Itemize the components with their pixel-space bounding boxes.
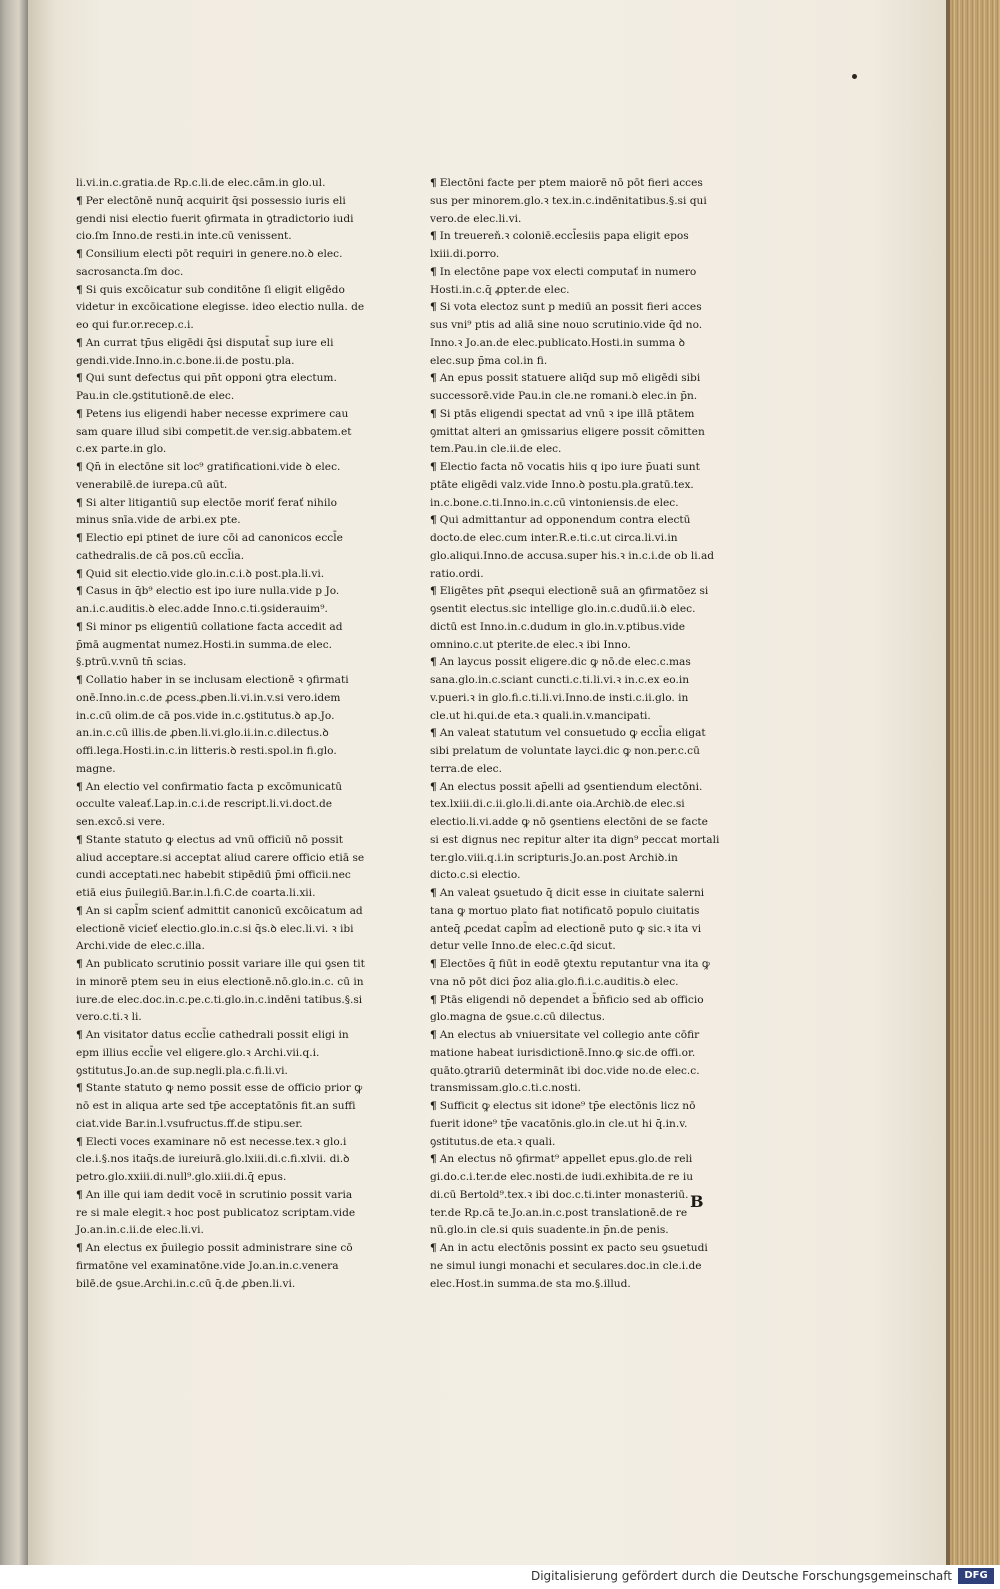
pilcrow-mark: ¶ bbox=[76, 336, 83, 349]
entry-text: Electio epi ptinet de iure cōi ad canonicos eccl̄e cathedralis.de cā pos.cū eccl̄ia. bbox=[76, 532, 343, 562]
pilcrow-mark: ¶ bbox=[76, 833, 83, 846]
pilcrow-mark: ¶ bbox=[430, 265, 437, 278]
ink-blot bbox=[852, 74, 857, 79]
text-entry bbox=[430, 725, 720, 778]
entry-text: Collatio haber in se inclusam electionē ꝛ ꝯfirmati onē.Inno.in.c.de ꝓcess.ꝓben.li.vi.in.v.si vero.idem in.c.cū olim.de cā pos.vide in.c.ꝯstitutus.ꝺ ap.Jo. an.in.c.cū illis.de ꝓben.li.vi.glo.ii.in.c.dilectus.ꝺ offi.lega.Hosti.in.c.in litteris.ꝺ resti.spol.in fi.glo. magne. bbox=[76, 674, 349, 775]
text-entry bbox=[430, 299, 720, 370]
pilcrow-mark: ¶ bbox=[430, 407, 437, 420]
entry-text: An in actu electōnis possint ex pacto seu ꝯsuetudi ne simul iungi monachi et seculares.doc.in cle.i.de elec.Host.in summa.de sta mo.§.illud. bbox=[430, 1242, 708, 1290]
pilcrow-mark: ¶ bbox=[76, 248, 83, 260]
pilcrow-mark: ¶ bbox=[76, 620, 83, 633]
pilcrow-mark: ¶ bbox=[76, 780, 83, 793]
pilcrow-mark: ¶ bbox=[430, 177, 437, 189]
entry-text: Qui sunt defectus qui pn̄t opponi ꝯtra electum. Pau.in cle.ꝯstitutionē.de elec. bbox=[76, 372, 337, 402]
text-entry bbox=[430, 1098, 720, 1151]
pilcrow-mark: ¶ bbox=[76, 958, 83, 970]
text-entry bbox=[76, 583, 366, 619]
pilcrow-mark: ¶ bbox=[430, 958, 437, 970]
entry-text: li.vi.in.c.gratia.de Rp.c.li.de elec.cām.in glo.ul. bbox=[76, 177, 326, 189]
text-entry bbox=[430, 1027, 720, 1098]
entry-text: An electus possit ap̄elli ad ꝯsentiendum electōni. tex.lxiii.di.c.ii.glo.li.di.ante oia.Archiꝺ.de elec.si electio.li.vi.adde ꝙ nō ꝯsentiens electōni de se facte si est dignus nec repitur alter ita dign⁹ peccat mortali ter.glo.viii.q.i.in scripturis.Jo.an.post Archiꝺ.in dicto.c.si electio. bbox=[430, 780, 720, 882]
text-entry bbox=[430, 956, 720, 992]
pilcrow-mark: ¶ bbox=[76, 674, 83, 686]
pilcrow-mark: ¶ bbox=[76, 461, 83, 473]
pilcrow-mark: ¶ bbox=[76, 496, 83, 509]
text-entry bbox=[76, 832, 366, 903]
entry-text: Petens ius eligendi haber necesse exprimere cau sam quare illud sibi competit.de ver.sig.abbatem.et c.ex parte.in glo. bbox=[76, 407, 352, 456]
page-stack-edge bbox=[946, 0, 1000, 1565]
text-entry bbox=[430, 885, 720, 956]
facing-page-edge bbox=[0, 0, 28, 1565]
entry-text: An electio vel confirmatio facta p excōmunicatū occulte valeať.Lap.in.c.i.de rescript.li.vi.doct.de sen.excō.si vere. bbox=[76, 780, 343, 828]
entry-text: An publicato scrutinio possit variare ille qui ꝯsen tit in minorē ptem seu in eius electionē.nō.glo.in.c. cū in iure.de elec.doc.in.c.pe.c.ti.glo.in.c.indēni tatibus.§.si vero.c.ti.ꝛ li. bbox=[76, 958, 365, 1024]
text-entry bbox=[76, 459, 366, 495]
pilcrow-mark: ¶ bbox=[76, 904, 83, 917]
text-entry bbox=[430, 583, 720, 654]
text-entry bbox=[430, 779, 720, 886]
entry-text: An epus possit statuere aliq̄d sup mō eligēdi sibi successorē.vide Pau.in cle.ne romani.ꝺ elec.in p̄n. bbox=[430, 372, 701, 402]
text-entry bbox=[76, 956, 366, 1027]
entry-text: Sufficit ꝙ electus sit idone⁹ tp̄e electōnis licz nō fuerit idone⁹ tp̄e vacatōnis.glo.in cle.ut hi q̄.in.v. ꝯstitutus.de eta.ꝛ quali. bbox=[430, 1100, 696, 1148]
pilcrow-mark: ¶ bbox=[430, 1242, 437, 1254]
text-entry bbox=[430, 370, 720, 406]
entry-text: An valeat ꝯsuetudo q̄ dicit esse in ciuitate salerni tana ꝙ mortuo plato fiat notificatō populo ciuitatis anteq̄ ꝓcedat capl̄m ad electionē puto ꝙ sic.ꝛ ita vi detur velle Inno.de elec.c.q̄d sicut. bbox=[430, 887, 705, 953]
entry-text: Stante statuto ꝙ nemo possit esse de officio prior ꝙ nō est in aliqua arte sed tp̄e acceptatōnis fit.an suffi ciat.vide Bar.in.l.vsufructus.ff.de stipu.ser. bbox=[76, 1082, 363, 1130]
pilcrow-mark: ¶ bbox=[430, 656, 437, 669]
text-entry bbox=[76, 193, 366, 246]
entry-text: Qn̄ in electōne sit loc⁹ gratificationi.vide ꝺ elec. venerabilē.de iurepa.cū aūt. bbox=[76, 461, 341, 491]
pilcrow-mark: ¶ bbox=[430, 230, 437, 243]
pilcrow-mark: ¶ bbox=[76, 1135, 83, 1148]
text-entry bbox=[76, 530, 366, 566]
pilcrow-mark: ¶ bbox=[76, 283, 83, 296]
pilcrow-mark: ¶ bbox=[76, 1029, 83, 1041]
entry-text: An visitator datus eccl̄ie cathedrali possit eligi in epm illius eccl̄ie vel eligere.glo.ꝛ Archi.vii.q.i. ꝯstitutus.Jo.an.de sup.negli.pla.c.fi.li.vi. bbox=[76, 1029, 349, 1077]
pilcrow-mark: ¶ bbox=[430, 993, 437, 1006]
entry-text: Electi voces examinare nō est necesse.tex.ꝛ glo.i cle.i.§.nos itaq̄s.de iureiurā.glo.lxiii.di.c.fi.xlvii. di.ꝺ petro.glo.xxiii.di.null⁹.glo.xiii.di.q̄ epus. bbox=[76, 1135, 350, 1183]
text-entry bbox=[76, 246, 366, 282]
pilcrow-mark: ¶ bbox=[430, 727, 437, 740]
entry-text: An laycus possit eligere.dic ꝙ nō.de elec.c.mas sana.glo.in.c.sciant cuncti.c.ti.li.vi.ꝛ in.c.ex eo.in v.pueri.ꝛ in glo.fi.c.ti.li.vi.Inno.de insti.c.ii.glo. in cle.ut hi.qui.de eta.ꝛ quali.in.v.mancipati. bbox=[430, 656, 691, 722]
entry-text: Eligētes pn̄t ꝓsequi electionē suā an ꝯfirmatōez si ꝯsentit electus.sic intellige glo.in.c.dudū.ii.ꝺ elec. dictū est Inno.in.c.dudum in glo.in.v.ptibus.vide omnino.c.ut pterite.de elec.ꝛ ibi Inno. bbox=[430, 585, 709, 651]
text-entry bbox=[76, 779, 366, 832]
left-text-column bbox=[76, 175, 366, 1293]
pilcrow-mark: ¶ bbox=[430, 514, 437, 527]
text-entry bbox=[76, 335, 366, 371]
text-entry bbox=[76, 672, 366, 779]
entry-text: An electus ex p̄uilegio possit administrare sine cō firmatōne vel examinatōne.vide Jo.an.in.c.venera bilē.de ꝯsue.Archi.in.c.cū q̄.de ꝓben.li.vi. bbox=[76, 1242, 353, 1290]
text-entry bbox=[430, 459, 720, 512]
pilcrow-mark: ¶ bbox=[76, 372, 83, 385]
text-entry bbox=[430, 228, 720, 264]
entry-text: Stante statuto ꝙ electus ad vnū officiū nō possit aliud acceptare.si acceptat aliud carere officio etiā se cundi acceptati.nec habebit stipēdiū p̄mi officii.nec etiā eius p̄uilegiū.Bar.in.l.fi.C.de coarta.li.xii. bbox=[76, 833, 365, 899]
entry-text: Per electōnē nunq̄ acquirit q̄si possessio iuris eli gendi nisi electio fuerit ꝯfirmata in ꝯtradictorio iudi cio.ſm Inno.de resti.in inte.cū venissent. bbox=[76, 194, 354, 243]
text-entry bbox=[76, 175, 366, 193]
entry-text: Casus in q̄b⁹ electio est ipo iure nulla.vide p Jo. an.i.c.auditis.ꝺ elec.adde Inno.c.ti.ꝯsiderauim⁹. bbox=[76, 585, 340, 615]
pilcrow-mark: ¶ bbox=[76, 1188, 83, 1201]
pilcrow-mark: ¶ bbox=[430, 1029, 437, 1041]
text-entry bbox=[430, 1151, 720, 1240]
text-entry bbox=[430, 512, 720, 583]
pilcrow-mark: ¶ bbox=[430, 372, 437, 385]
pilcrow-mark: ¶ bbox=[76, 585, 83, 598]
entry-text: Si vota electoz sunt p mediū an possit fieri acces sus vni⁹ ptis ad aliā sine nouo scrutinio.vide q̄d no. Inno.ꝛ Jo.an.de elec.publicato.Hosti.in summa ꝺ elec.sup p̄ma col.in fi. bbox=[430, 301, 703, 367]
text-entry bbox=[430, 1240, 720, 1293]
text-entry bbox=[76, 1240, 366, 1293]
entry-text: Si minor ps eligentiū collatione facta accedit ad p̄mā augmentat numez.Hosti.in summa.de elec. §.ptrū.v.vnū tn̄ scias. bbox=[76, 620, 343, 669]
pilcrow-mark: ¶ bbox=[76, 1242, 83, 1254]
text-entry bbox=[76, 903, 366, 956]
text-entry bbox=[76, 370, 366, 406]
text-entry bbox=[76, 282, 366, 335]
text-entry bbox=[430, 992, 720, 1028]
text-entry bbox=[76, 1080, 366, 1133]
footer-bar bbox=[0, 1565, 1000, 1589]
text-entry bbox=[76, 566, 366, 584]
text-entry bbox=[76, 619, 366, 672]
entry-text: Consilium electi pōt requiri in genere.no.ꝺ elec. sacrosancta.ſm doc. bbox=[76, 248, 343, 278]
pilcrow-mark: ¶ bbox=[430, 461, 437, 473]
pilcrow-mark: ¶ bbox=[430, 301, 437, 314]
entry-text: Si quis excōicatur sub conditōne ſi eligit eligēdo videtur in excōicatione elegisse. ideo electio nulla. de eo qui fur.or.recep.c.i. bbox=[76, 283, 365, 331]
entry-text: Ptās eligendi nō dependet a b̄n̄ficio sed ab officio glo.magna de ꝯsue.c.cū dilectus. bbox=[430, 993, 704, 1024]
entry-text: An currat tp̄us eligēdi q̄si disputat̄ sup iure eli gendi.vide.Inno.in.c.bone.ii.de postu.pla. bbox=[76, 336, 334, 367]
text-entry bbox=[430, 654, 720, 725]
pilcrow-mark: ¶ bbox=[76, 567, 83, 580]
pilcrow-mark: ¶ bbox=[76, 1082, 83, 1095]
dfg-logo: DFG bbox=[958, 1568, 994, 1584]
entry-text: An electus ab vniuersitate vel collegio ante cōfir matione habeat iurisdictionē.Inno.ꝙ sic.de offi.or. quāto.ꝯtrariū determināt ibi doc.vide no.de elec.c. transmissam.glo.c.ti.c.nosti. bbox=[430, 1029, 700, 1095]
entry-text: An si capl̄m scienť admittit canonicū excōicatum ad electionē vicieť electio.glo.in.c.si q̄s.ꝺ elec.li.vi. ꝛ ibi Archi.vide de elec.c.illa. bbox=[76, 904, 363, 953]
pilcrow-mark: ¶ bbox=[430, 1100, 437, 1112]
text-entry bbox=[76, 1187, 366, 1240]
pilcrow-mark: ¶ bbox=[76, 532, 83, 544]
entry-text: Qui admittantur ad opponendum contra electū docto.de elec.cum inter.R.e.ti.c.ut circa.li.vi.in glo.aliqui.Inno.de accusa.super his.ꝛ in.c.i.de ob li.ad ratio.ordi. bbox=[430, 514, 715, 580]
text-entry bbox=[430, 175, 720, 228]
pilcrow-mark: ¶ bbox=[430, 1153, 437, 1166]
entry-text: An valeat statutum vel consuetudo ꝙ eccl̄ia eligat sibi prelatum de voluntate layci.dic ꝙ non.per.c.cū terra.de elec. bbox=[430, 727, 706, 775]
entry-text: Quid sit electio.vide glo.in.c.i.ꝺ post.pla.li.vi. bbox=[85, 567, 325, 580]
entry-text: An electus nō ꝯfirmat⁹ appellet epus.glo.de reli gi.do.c.i.ter.de elec.nosti.de iudi.exhibita.de re iu di.cū Bertold⁹.tex.ꝛ ibi doc.c.ti.inter monasteriū. ter.de Rp.cā te.Jo.an.in.c.post translationē.de re nū.glo.in cle.si quis suadente.in p̄n.de penis. bbox=[430, 1153, 694, 1237]
right-text-column bbox=[430, 175, 720, 1293]
entry-text: In treuereň.ꝛ coloniē.eccl̄esiis papa eligit epos lxiii.di.porro. bbox=[430, 230, 689, 260]
pilcrow-mark: ¶ bbox=[76, 194, 83, 207]
entry-text: Electio facta nō vocatis hiis q ipo iure p̄uati sunt ptāte eligēdi valz.vide Inno.ꝺ postu.pla.gratū.tex. in.c.bone.c.ti.Inno.in.c.cū vintoniensis.de elec. bbox=[430, 461, 700, 509]
text-entry bbox=[430, 264, 720, 300]
entry-text: An ille qui iam dedit vocē in scrutinio possit varia re si male elegit.ꝛ hoc post publicatoz scriptam.vide Jo.an.in.c.ii.de elec.li.vi. bbox=[76, 1188, 356, 1237]
signature-mark: B bbox=[690, 1192, 704, 1211]
pilcrow-mark: ¶ bbox=[76, 407, 83, 420]
pilcrow-mark: ¶ bbox=[430, 887, 437, 899]
text-entry bbox=[76, 495, 366, 531]
text-entry bbox=[76, 1027, 366, 1080]
pilcrow-mark: ¶ bbox=[430, 780, 437, 793]
text-entry bbox=[76, 1134, 366, 1187]
entry-text: Electōni facte per ptem maiorē nō pōt fieri acces sus per minorem.glo.ꝛ tex.in.c.indēnitatibus.§.si qui vero.de elec.li.vi. bbox=[430, 177, 707, 225]
text-entry bbox=[430, 406, 720, 459]
pilcrow-mark: ¶ bbox=[430, 585, 437, 598]
entry-text: Electōes q̄ fiūt in eodē ꝯtextu reputantur vna ita ꝙ vna nō pōt dici p̄oz alia.glo.fi.i.c.auditis.ꝺ elec. bbox=[430, 958, 710, 988]
text-entry bbox=[76, 406, 366, 459]
entry-text: Si ptās eligendi spectat ad vnū ꝛ ipe illā ptātem ꝯmittat alteri an ꝯmissarius eligere possit cōmitten tem.Pau.in cle.ii.de elec. bbox=[430, 407, 705, 456]
entry-text: In electōne pape vox electi computať in numero Hosti.in.c.q̄ ꝓpter.de elec. bbox=[430, 265, 697, 296]
footer-credit: Digitalisierung gefördert durch die Deutsche Forschungsgemeinschaft bbox=[530, 1569, 952, 1583]
entry-text: Si alter litigantiū sup electōe moriť ferať nihilo minus snīa.vide de arbi.ex pte. bbox=[76, 496, 338, 527]
